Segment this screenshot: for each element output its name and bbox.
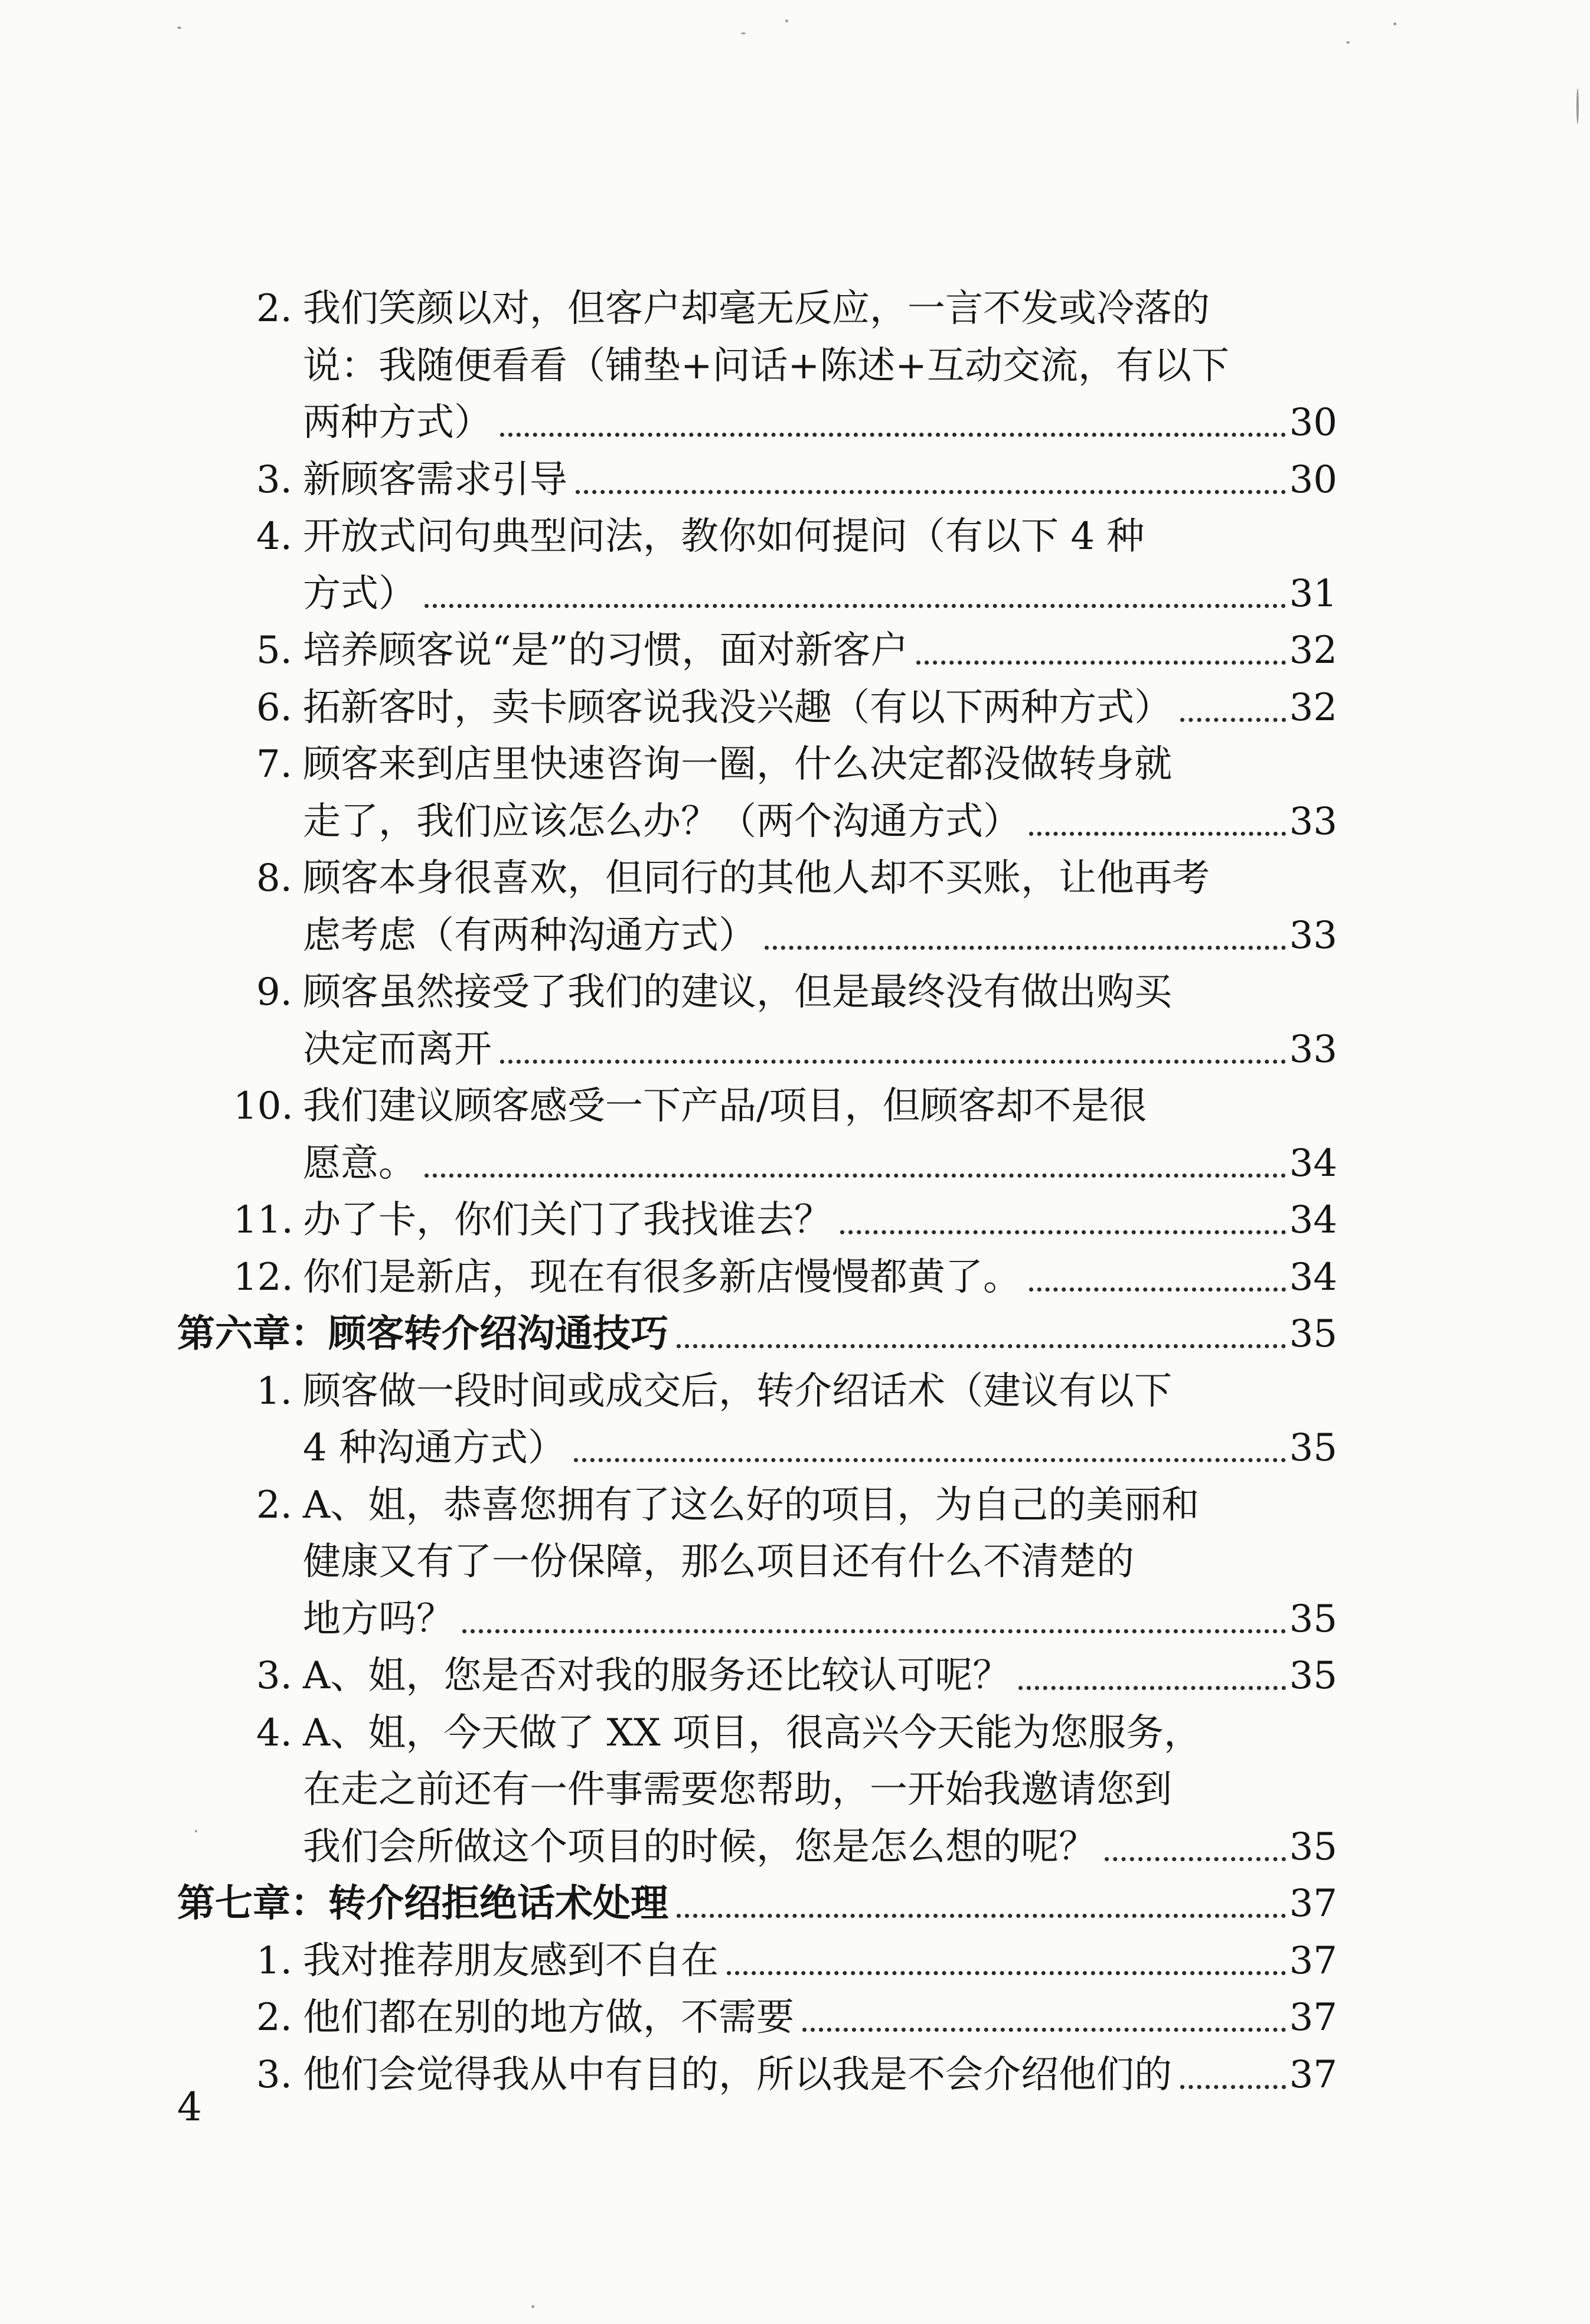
- dot-leader: [840, 1230, 1286, 1234]
- toc-item-text: 拓新客时，卖卡顾客说我没兴趣（有以下两种方式）: [303, 685, 1172, 730]
- toc-item: [233, 964, 1337, 1078]
- toc-line: [233, 1933, 1337, 1989]
- toc-item: [233, 1477, 1337, 1648]
- toc-item-text: 说：我随便看看（铺垫+问话+陈述+互动交流，有以下: [303, 344, 1229, 388]
- chapter-title: 第七章：转介绍拒绝话术处理: [177, 1881, 668, 1926]
- toc-item: [233, 2047, 1337, 2104]
- toc-item-number: 6.: [256, 685, 292, 730]
- toc-line: [233, 964, 1337, 1021]
- toc-item-text: 地方吗？: [303, 1597, 454, 1641]
- toc-line: [233, 1135, 1337, 1192]
- toc-page-number: 35: [1289, 1654, 1337, 1698]
- toc-item-text: 办了卡，你们关门了我找谁去？: [303, 1198, 832, 1242]
- toc-item-text: 你们是新店，现在有很多新店慢慢都黄了。: [303, 1255, 1021, 1299]
- toc-item: [233, 1078, 1337, 1192]
- toc-line: [233, 1078, 1337, 1135]
- scan-speck: [741, 32, 746, 34]
- toc-item-text: 愿意。: [303, 1141, 416, 1185]
- toc-page-number: 32: [1289, 685, 1337, 730]
- toc-line: [233, 1819, 1337, 1875]
- dot-leader: [576, 490, 1286, 494]
- toc-line: [177, 1875, 1337, 1932]
- toc-item-text: 健康又有了一份保障，那么项目还有什么不清楚的: [303, 1540, 1134, 1584]
- toc-page-number: 35: [1289, 1825, 1337, 1869]
- toc-page-number: 35: [1289, 1312, 1337, 1356]
- toc-line: [233, 1192, 1337, 1248]
- scan-speck: [531, 2305, 534, 2308]
- toc-item-text: 顾客虽然接受了我们的建议，但是最终没有做出购买: [303, 970, 1172, 1014]
- dot-leader: [802, 2028, 1286, 2032]
- toc-page-number: 30: [1289, 457, 1337, 502]
- dot-leader: [727, 1971, 1286, 1975]
- dot-leader: [1105, 1857, 1286, 1861]
- toc-line: [233, 1021, 1337, 1078]
- toc-item-number: 5.: [256, 629, 292, 672]
- scan-speck: [177, 27, 181, 29]
- toc-page-number: 33: [1289, 913, 1337, 957]
- dot-leader: [916, 661, 1285, 665]
- toc-item-number: 4.: [256, 515, 292, 558]
- dot-leader: [500, 433, 1286, 437]
- toc-line: [233, 452, 1337, 508]
- toc-line: [233, 736, 1337, 793]
- toc-page-number: 30: [1289, 401, 1337, 444]
- toc-line: [233, 566, 1337, 622]
- toc-item: [233, 1989, 1337, 2047]
- toc-item-text: 虑考虑（有两种沟通方式）: [303, 913, 756, 957]
- scan-speck: [1393, 22, 1396, 25]
- toc-item-text: A、姐，今天做了 XX 项目，很高兴今天能为您服务，: [303, 1711, 1202, 1755]
- toc-item: [233, 1249, 1337, 1306]
- dot-leader: [425, 1174, 1286, 1178]
- dot-leader: [1018, 1686, 1285, 1690]
- toc-line: [233, 2047, 1337, 2103]
- toc-item: [233, 452, 1337, 509]
- toc-page-number: 35: [1289, 1426, 1337, 1470]
- dot-leader: [425, 604, 1286, 608]
- toc-item: [233, 280, 1337, 452]
- toc-page-number: 34: [1289, 1141, 1337, 1185]
- toc-line: [233, 338, 1337, 394]
- toc-line: [233, 1591, 1337, 1648]
- toc-line: [233, 508, 1337, 565]
- toc-item: [233, 850, 1337, 964]
- toc-item-text: 决定而离开: [303, 1027, 492, 1071]
- toc-line: [233, 907, 1337, 964]
- dot-leader: [574, 1458, 1286, 1462]
- toc-line: [233, 622, 1337, 679]
- toc-line: [177, 1306, 1337, 1362]
- toc-item: [233, 508, 1337, 622]
- toc-item-text: 他们都在别的地方做，不需要: [303, 1996, 794, 2039]
- toc-item-number: 8.: [256, 857, 292, 900]
- toc-item: [233, 679, 1337, 737]
- toc-item-number: 4.: [256, 1711, 292, 1755]
- toc-item-text: 他们会觉得我从中有目的，所以我是不会介绍他们的: [303, 2052, 1172, 2097]
- toc-item-text: 我对推荐朋友感到不自在: [303, 1939, 719, 1983]
- toc-item-number: 3.: [256, 1654, 292, 1698]
- toc-item: [233, 1648, 1337, 1705]
- toc-page-number: 35: [1289, 1597, 1337, 1641]
- toc-item-text: 我们建议顾客感受一下产品/项目，但顾客却不是很: [303, 1084, 1147, 1128]
- toc-line: [233, 280, 1337, 337]
- toc-page-number: 31: [1289, 571, 1337, 616]
- toc-item-number: 1.: [256, 1369, 292, 1413]
- dot-leader: [1029, 832, 1286, 836]
- toc-item-text: 走了，我们应该怎么办？（两个沟通方式）: [303, 799, 1021, 844]
- toc-item-text: A、姐，恭喜您拥有了这么好的项目，为自己的美丽和: [303, 1483, 1200, 1527]
- toc-item-number: 3.: [256, 457, 292, 502]
- toc-item-number: 9.: [256, 970, 292, 1014]
- toc-page-number: 37: [1289, 1939, 1337, 1983]
- dot-leader: [765, 946, 1286, 950]
- toc-item-number: 7.: [256, 743, 292, 786]
- toc-line: [233, 1761, 1337, 1818]
- scan-speck: [785, 19, 788, 22]
- toc-item-text: 培养顾客说“是”的习惯，面对新客户: [303, 629, 909, 672]
- dot-leader: [1180, 2085, 1286, 2089]
- dot-leader: [500, 1060, 1286, 1064]
- toc-chapter-heading: [177, 1306, 1337, 1363]
- toc-item-number: 2.: [256, 287, 292, 331]
- toc-item-number: 10.: [233, 1084, 293, 1128]
- toc-item-text: 在走之前还有一件事需要您帮助，一开始我邀请您到: [303, 1768, 1172, 1812]
- toc-page-number: 34: [1289, 1198, 1337, 1242]
- toc-item-number: 1.: [256, 1939, 292, 1983]
- toc-line: [233, 1477, 1337, 1534]
- toc-page-number: 34: [1289, 1255, 1337, 1299]
- toc-item-text: 4 种沟通方式）: [303, 1426, 566, 1470]
- scan-speck: [1346, 41, 1350, 44]
- toc-item: [233, 1192, 1337, 1249]
- toc-line: [233, 394, 1337, 451]
- toc-page-number: 37: [1289, 2052, 1337, 2097]
- toc-item-text: 我们笑颜以对，但客户却毫无反应，一言不发或冷落的: [303, 287, 1210, 331]
- toc-page-number: 37: [1289, 1882, 1337, 1926]
- dot-leader: [677, 1344, 1286, 1348]
- toc-item-text: A、姐，您是否对我的服务还比较认可呢？: [303, 1654, 1011, 1698]
- toc-line: [233, 1989, 1337, 2046]
- toc-item-number: 11.: [233, 1198, 293, 1242]
- toc-item-text: 新顾客需求引导: [303, 457, 567, 502]
- toc-line: [233, 1534, 1337, 1590]
- chapter-title: 第六章：顾客转介绍沟通技巧: [177, 1312, 668, 1356]
- toc-line: [233, 1420, 1337, 1476]
- toc-item: [233, 622, 1337, 679]
- toc-line: [233, 793, 1337, 850]
- toc-line: [233, 850, 1337, 907]
- toc-item-number: 2.: [256, 1996, 292, 2039]
- page-number: 4: [177, 2084, 202, 2130]
- toc-line: [233, 1249, 1337, 1306]
- toc-line: [233, 1363, 1337, 1420]
- toc-chapter-heading: [177, 1875, 1337, 1933]
- toc-line: [233, 1648, 1337, 1704]
- toc-page-number: 37: [1289, 1996, 1337, 2039]
- dot-leader: [1180, 718, 1286, 722]
- toc-item-text: 两种方式）: [303, 401, 492, 444]
- dot-leader: [462, 1629, 1286, 1633]
- dot-leader: [1029, 1287, 1286, 1292]
- toc-item-text: 开放式问句典型问法，教你如何提问（有以下 4 种: [303, 515, 1145, 558]
- toc-item-text: 方式）: [303, 571, 416, 616]
- toc-item-number: 2.: [256, 1483, 292, 1527]
- toc-item: [233, 736, 1337, 850]
- toc-page-number: 32: [1289, 629, 1337, 672]
- toc-page-number: 33: [1289, 799, 1337, 844]
- toc-line: [233, 679, 1337, 736]
- dot-leader: [677, 1914, 1286, 1918]
- toc-item: [233, 1933, 1337, 1990]
- toc-item-text: 顾客本身很喜欢，但同行的其他人却不买账，让他再考: [303, 857, 1210, 900]
- toc-page-number: 33: [1289, 1027, 1337, 1071]
- scan-speck: [1576, 89, 1579, 124]
- toc-item-number: 12.: [233, 1255, 293, 1299]
- toc-item: [233, 1705, 1337, 1876]
- toc-item-number: 3.: [256, 2052, 292, 2097]
- toc-item: [233, 1363, 1337, 1477]
- toc-item-text: 顾客做一段时间或成交后，转介绍话术（建议有以下: [303, 1369, 1172, 1413]
- toc-item-text: 顾客来到店里快速咨询一圈，什么决定都没做转身就: [303, 743, 1172, 786]
- scan-speck: [195, 1830, 197, 1832]
- toc-line: [233, 1705, 1337, 1761]
- toc-item-text: 我们会所做这个项目的时候，您是怎么想的呢？: [303, 1825, 1096, 1869]
